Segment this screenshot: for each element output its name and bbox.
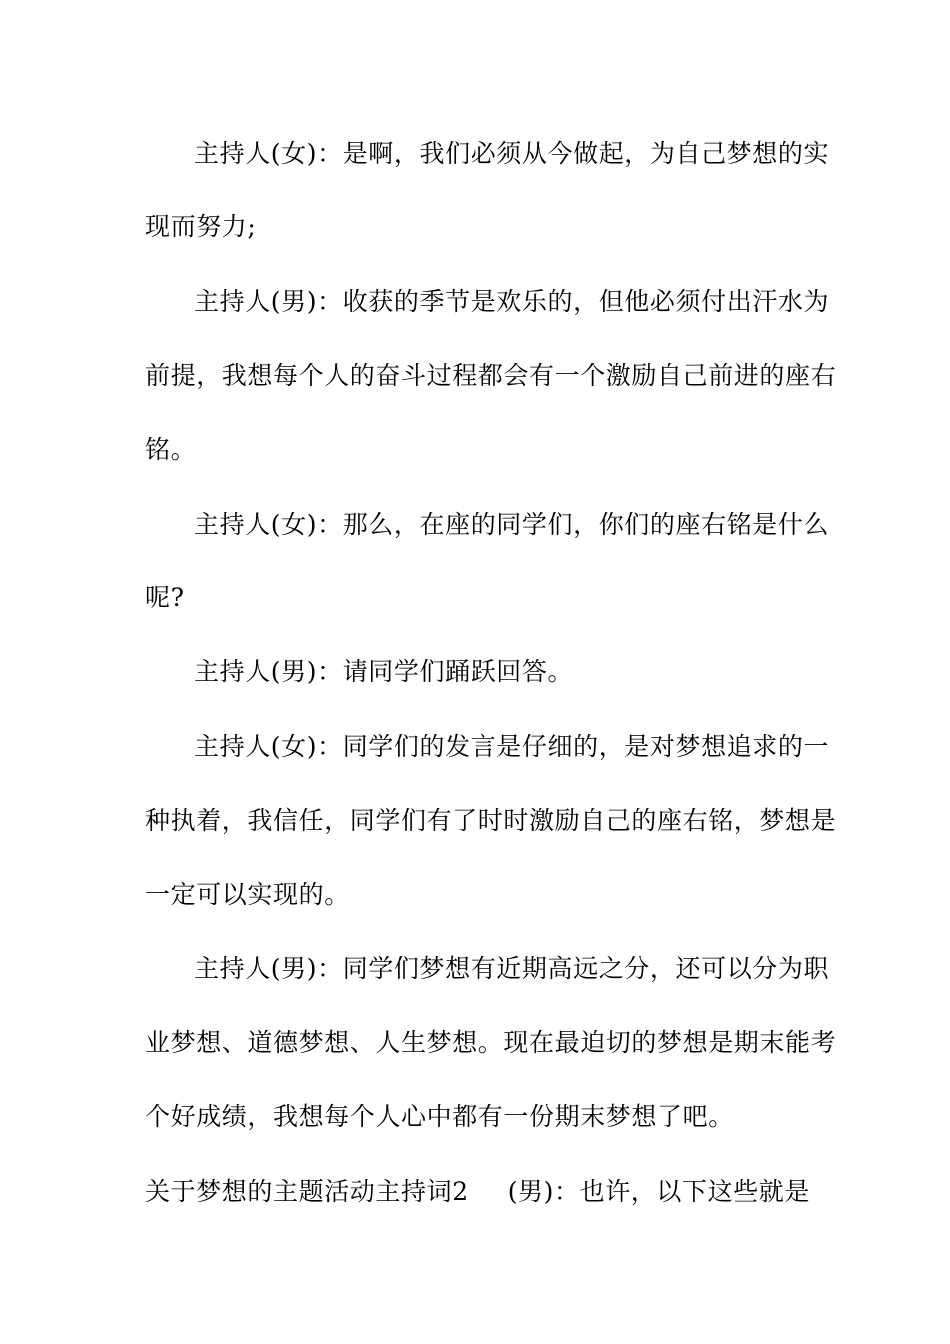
text-line: 主持人(男)：请同学们踊跃回答。 [194, 657, 574, 686]
text-line: 铭。 [145, 435, 197, 464]
text-line: 主持人(男)：收获的季节是欢乐的，但他必须付出汗水为 [194, 287, 830, 316]
text-line: 主持人(女)：那么，在座的同学们，你们的座右铭是什么 [194, 510, 830, 539]
section-title: 关于梦想的主题活动主持词2 [145, 1177, 469, 1206]
text-line: 主持人(女)：同学们的发言是仔细的，是对梦想追求的一 [194, 732, 830, 761]
text-line: 种执着，我信任，同学们有了时时激励自己的座右铭，梦想是 [145, 806, 837, 835]
text-line: 一定可以实现的。 [145, 880, 350, 909]
text-line: 个好成绩，我想每个人心中都有一份期末梦想了吧。 [145, 1102, 734, 1131]
text-line: 现而努力; [145, 212, 257, 241]
text-line: 业梦想、道德梦想、人生梦想。现在最迫切的梦想是期末能考 [145, 1028, 837, 1057]
text-line: 主持人(男)：同学们梦想有近期高远之分，还可以分为职 [194, 954, 830, 983]
heading-line [145, 1176, 810, 1208]
text-line: 呢? [145, 583, 185, 612]
text-line: 前提，我想每个人的奋斗过程都会有一个激励自己前进的座右 [145, 361, 837, 390]
text-line: 主持人(女)：是啊，我们必须从今做起，为自己梦想的实 [194, 139, 830, 168]
text-fragment: (男)：也许，以下这些就是 [507, 1177, 810, 1206]
